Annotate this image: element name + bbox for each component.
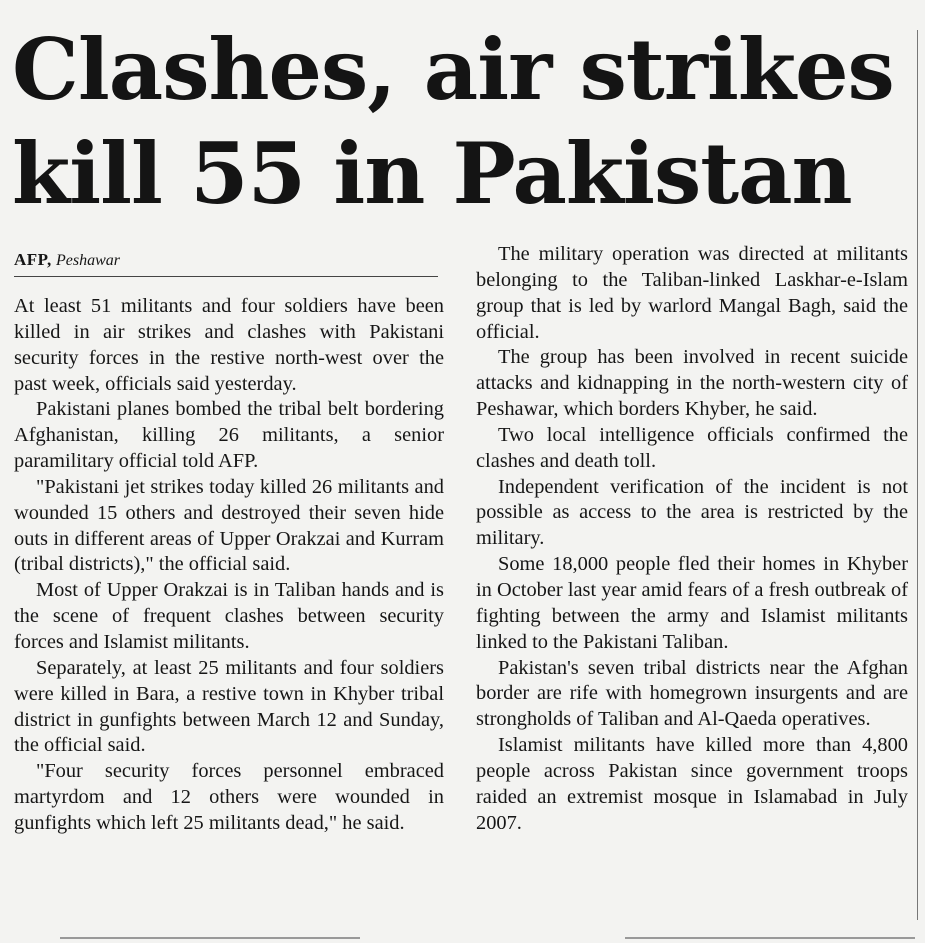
headline-line-1: Clashes, air strikes xyxy=(12,20,894,119)
paragraph: "Four security forces personnel embraced martyrdom and 12 others were wounded in gunfights which left 25 militants dead," he said. xyxy=(14,760,444,834)
paragraph: Some 18,000 people fled their homes in Khyber in October last year amid fears of a fresh outbreak of fighting between the army and Islamist militants linked to the Pakistani Taliban. xyxy=(476,553,908,653)
paragraph: Separately, at least 25 militants and four soldiers were killed in Bara, a restive town in Khyber tribal district in gunfights between March 12 and Sunday, the official said. xyxy=(14,656,444,757)
paragraph: Pakistani planes bombed the tribal belt bordering Afghanistan, killing 26 militants, a senior paramilitary official told AFP. xyxy=(14,398,444,473)
paragraph: Pakistan's seven tribal districts near the Afghan border are rife with homegrown insurgents and are strongholds of Taliban and Al-Qaeda operatives. xyxy=(476,656,908,731)
byline xyxy=(14,250,438,277)
paragraph: The group has been involved in recent suicide attacks and kidnapping in the north-western city of Peshawar, which borders Khyber, he said. xyxy=(476,346,908,421)
column-rule xyxy=(917,30,918,920)
headline-line-2: kill 55 in Pakistan xyxy=(12,124,852,223)
article-column-left xyxy=(14,294,444,837)
headline xyxy=(12,18,912,226)
paragraph: Two local intelligence officials confirmed the clashes and death toll. xyxy=(476,423,908,472)
paragraph: "Pakistani jet strikes today killed 26 militants and wounded 15 others and destroyed their seven hide outs in different areas of Upper Orakzai and Kurram (tribal districts)," the official said. xyxy=(14,475,444,576)
article-column-right xyxy=(476,242,908,836)
paragraph: At least 51 militants and four soldiers have been killed in air strikes and clashes with Pakistani security forces in the restive north-west over the past week, officials said yesterday. xyxy=(14,295,444,395)
byline-agency: AFP, xyxy=(14,250,52,269)
bottom-rule xyxy=(625,937,915,939)
paragraph: The military operation was directed at militants belonging to the Taliban-linked Laskhar-e-Islam group that is led by warlord Mangal Bagh, said the official. xyxy=(476,243,908,343)
bottom-rule xyxy=(60,937,360,939)
paragraph: Most of Upper Orakzai is in Taliban hands and is the scene of frequent clashes between security forces and Islamist militants. xyxy=(14,579,444,653)
paragraph: Independent verification of the incident is not possible as access to the area is restricted by the military. xyxy=(476,475,908,550)
paragraph: Islamist militants have killed more than 4,800 people across Pakistan since government troops raided an extremist mosque in Islamabad in July 2007. xyxy=(476,734,908,834)
byline-place: Peshawar xyxy=(56,252,120,269)
